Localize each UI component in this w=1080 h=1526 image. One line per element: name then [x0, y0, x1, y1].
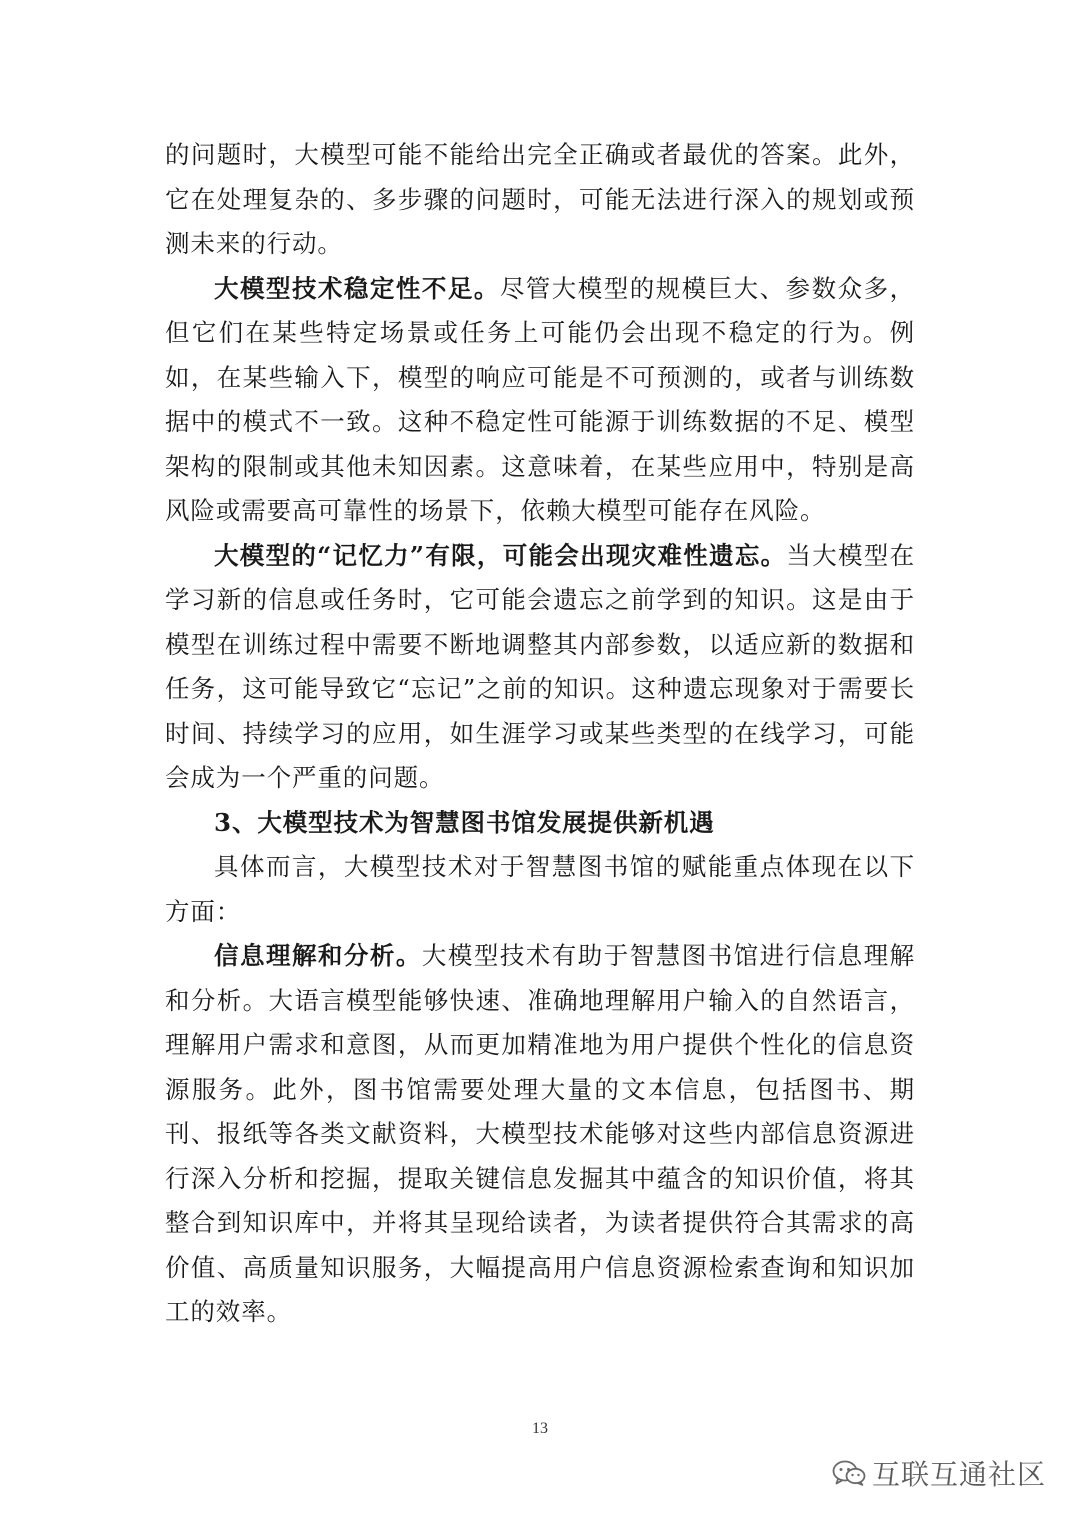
- wechat-icon: [832, 1460, 866, 1486]
- paragraph-memory: [165, 534, 915, 801]
- paragraph-intro: [165, 845, 915, 934]
- paragraph-lead-bold: 信息理解和分析。: [214, 941, 422, 970]
- paragraph-text: 当大模型在学习新的信息或任务时，它可能会遗忘之前学到的知识。这是由于模型在训练过程中需要不断地调整其内部参数，以适应新的数据和任务，这可能导致它“忘记”之前的知识。这种遗忘现象对于需要长时间、持续学习的应用，如生涯学习或某些类型的在线学习，可能会成为一个严重的问题。: [165, 540, 915, 792]
- paragraph-lead-bold: 大模型的“记忆力”有限，可能会出现灾难性遗忘。: [214, 540, 787, 570]
- paragraph-continuation: [165, 133, 915, 267]
- paragraph-text: 尽管大模型的规模巨大、参数众多，但它们在某些特定场景或任务上可能仍会出现不稳定的行为。例如，在某些输入下，模型的响应可能是不可预测的，或者与训练数据中的模式不一致。这种不稳定性可能源于训练数据的不足、模型架构的限制或其他未知因素。这意味着，在某些应用中，特别是高风险或需要高可靠性的场景下，依赖大模型可能存在风险。: [165, 273, 915, 525]
- paragraph-text: 具体而言，大模型技术对于智慧图书馆的赋能重点体现在以下方面：: [165, 852, 915, 926]
- paragraph-info-analysis: [165, 934, 915, 1335]
- paragraph-stability: [165, 267, 915, 534]
- section-heading: 3、大模型技术为智慧图书馆发展提供新机遇: [214, 807, 715, 837]
- paragraph-lead-bold: 大模型技术稳定性不足。: [214, 273, 500, 303]
- page-number: 13: [532, 1420, 548, 1437]
- paragraph-text: 的问题时，大模型可能不能给出完全正确或者最优的答案。此外，它在处理复杂的、多步骤的问题时，可能无法进行深入的规划或预测未来的行动。: [165, 140, 915, 258]
- paragraph-text: 大模型技术有助于智慧图书馆进行信息理解和分析。大语言模型能够快速、准确地理解用户输入的自然语言，理解用户需求和意图，从而更加精准地为用户提供个性化的信息资源服务。此外，图书馆需要处理大量的文本信息，包括图书、期刊、报纸等各类文献资料，大模型技术能够对这些内部信息资源进行深入分析和挖掘，提取关键信息发掘其中蕴含的知识价值，将其整合到知识库中，并将其呈现给读者，为读者提供符合其需求的高价值、高质量知识服务，大幅提高用户信息资源检索查询和知识加工的效率。: [165, 941, 915, 1326]
- watermark-text: 互联互通社区: [871, 1458, 1046, 1491]
- document-body: [165, 133, 915, 1335]
- watermark: [832, 1453, 1046, 1493]
